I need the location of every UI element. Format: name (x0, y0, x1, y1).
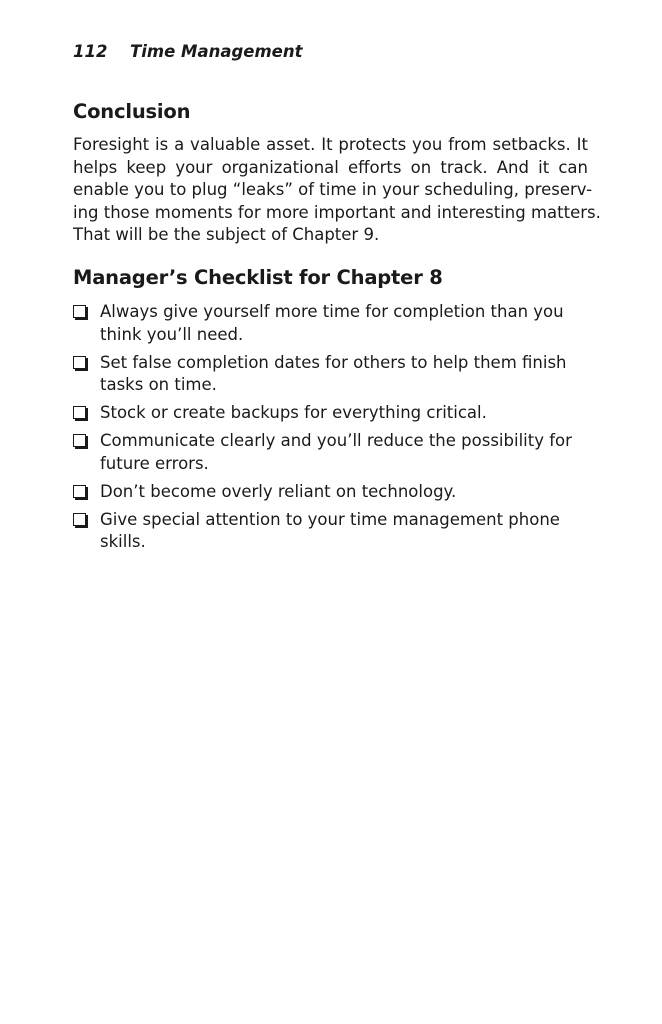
book-title: Time Management (130, 42, 303, 61)
checklist-item (73, 481, 588, 504)
paragraph-line: That will be the subject of Chapter 9. (73, 225, 380, 244)
checklist-item (73, 430, 588, 475)
checklist-item (73, 402, 588, 425)
checklist-item-line: Always give yourself more time for completion than you (100, 302, 564, 321)
checklist-item-line: think you’ll need. (100, 324, 244, 344)
checkbox-icon (73, 406, 86, 419)
checklist-item (73, 509, 588, 554)
checklist-heading: Manager’s Checklist for Chapter 8 (73, 266, 443, 289)
checkbox-icon (73, 485, 86, 498)
checkbox-icon (73, 356, 86, 369)
checklist-item-line: future errors. (100, 453, 209, 473)
checklist (73, 301, 588, 559)
checkbox-icon (73, 305, 86, 318)
checklist-item-line: Set false completion dates for others to help them finish (100, 352, 567, 372)
conclusion-paragraph (73, 134, 601, 247)
checklist-item-line: Give special attention to your time management phone (100, 509, 560, 529)
checklist-item (73, 301, 588, 346)
paragraph-line: helps keep your organizational efforts on track. And it can (73, 157, 588, 177)
paragraph-line: enable you to plug “leaks” of time in your scheduling, preserv- (73, 180, 593, 199)
checkbox-icon (73, 434, 86, 447)
paragraph-line: Foresight is a valuable asset. It protects you from setbacks. It (73, 135, 588, 154)
paragraph-line: ing those moments for more important and interesting matters. (73, 202, 601, 222)
checklist-item-line: skills. (100, 532, 146, 551)
page-number: 112 (73, 42, 108, 61)
checklist-item-line: Communicate clearly and you’ll reduce the possibility for (100, 431, 572, 450)
checkbox-icon (73, 513, 86, 526)
checklist-item-line: Don’t become overly reliant on technology. (100, 481, 457, 501)
checklist-item-line: tasks on time. (100, 375, 217, 394)
conclusion-heading: Conclusion (73, 100, 191, 123)
checklist-item (73, 352, 588, 397)
running-head (73, 42, 303, 61)
checklist-item-line: Stock or create backups for everything critical. (100, 403, 487, 422)
